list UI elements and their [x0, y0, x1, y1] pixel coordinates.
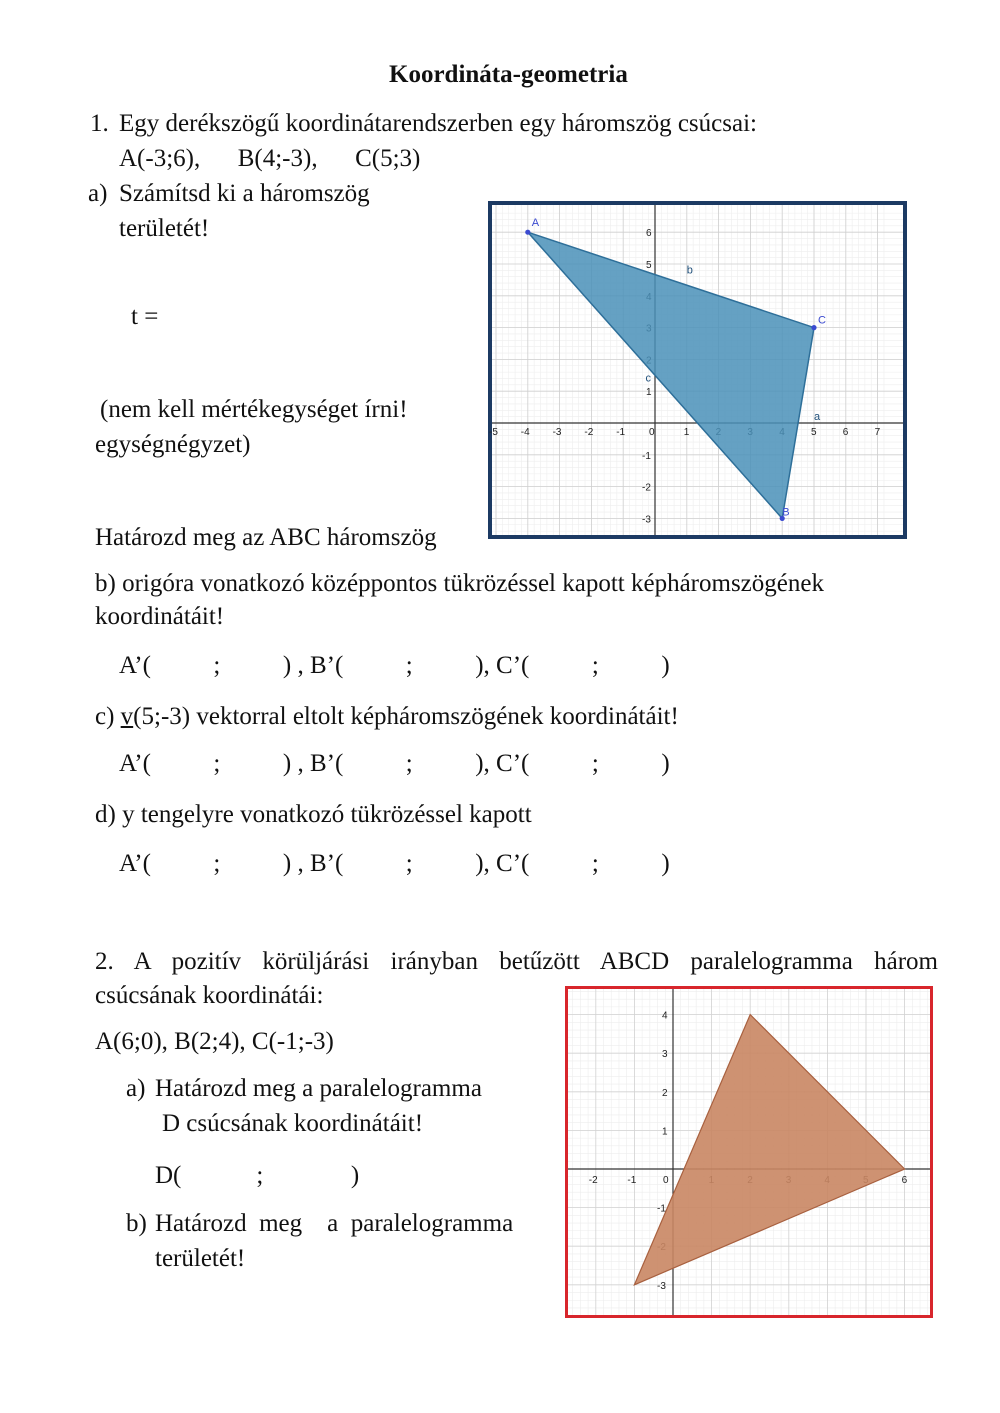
side-label-b: b [686, 264, 693, 277]
parallelogram-graph-svg [568, 989, 930, 1315]
determine-text: Határozd meg az ABC háromszög [95, 524, 437, 551]
y-tick-label: -3 [642, 514, 651, 526]
x-tick-label: -1 [627, 1175, 637, 1186]
x-tick-label: -3 [552, 427, 562, 438]
task1-a-line1: Számítsd ki a háromszög [119, 180, 370, 207]
task1-a-line2: területét! [119, 215, 210, 242]
y-tick-label: 1 [646, 387, 652, 399]
triangle-graph [488, 201, 907, 539]
origin-label: 0 [663, 1175, 669, 1186]
y-tick-label: 1 [662, 1126, 668, 1138]
triangle-abc-vertices [634, 1015, 904, 1285]
task2-b-line1: Határozd meg a paralelogramma [155, 1210, 514, 1237]
task2-line2: csúcsának koordinátái: [95, 982, 324, 1009]
vertex-label-c: C [818, 314, 826, 327]
x-tick-label: 1 [683, 427, 690, 438]
task1-c-rest: (5;-3) vektorral eltolt képháromszögének koordinátáit! [133, 703, 679, 730]
x-tick-label: 6 [901, 1175, 908, 1186]
task2-a-label: a) [126, 1075, 146, 1102]
task1-c-text [95, 700, 679, 734]
task2-line1: 2. A pozitív körüljárási irányban betűzött ABCD paralelogramma három [95, 948, 938, 975]
x-tick-label: -4 [520, 427, 530, 438]
task2-b-label: b) [126, 1210, 147, 1237]
vertex-label-b: B [782, 506, 790, 519]
vector-v: v [120, 703, 134, 730]
task1-b-line2: koordinátáit! [95, 603, 225, 630]
task1-b-line1: b) origóra vonatkozó középpontos tükrözéssel kapott képháromszögének [95, 570, 824, 597]
task1-d-text: d) y tengelyre vonatkozó tükrözéssel kapott [95, 801, 532, 828]
task1-vertices: A(-3;6), B(4;-3), C(5;3) [119, 145, 421, 172]
triangle-graph-svg [489, 205, 903, 535]
y-tick-label: 4 [662, 1010, 668, 1022]
answer-line-b: A’( ; ) , B’( ; ), C’( ; ) [119, 652, 670, 679]
x-tick-label: -5 [489, 427, 498, 438]
area-answer-label: t = [131, 303, 159, 330]
page-title: Koordináta-geometria [389, 61, 628, 88]
x-tick-label: 0 [649, 427, 655, 438]
task2-vertices: A(6;0), B(2;4), C(-1;-3) [95, 1028, 334, 1055]
task1-intro: Egy derékszögű koordinátarendszerben egy háromszög csúcsai: [119, 110, 757, 137]
unit-note-line2: egységnégyzet) [95, 431, 251, 458]
answer-line-d: A’( ; ) , B’( ; ), C’( ; ) [119, 850, 670, 877]
task1-a-label: a) [88, 180, 108, 207]
side-label-a: a [814, 410, 821, 423]
task1-number: 1. [90, 110, 109, 137]
unit-note-line1: (nem kell mértékegységet írni! [100, 396, 408, 423]
x-tick-label: 5 [811, 427, 817, 438]
vertex-point-c [811, 325, 816, 330]
task2-a-line1: Határozd meg a paralelogramma [155, 1075, 482, 1102]
y-tick-label: 5 [646, 260, 652, 271]
vertex-label-a: A [531, 217, 540, 230]
task2-a-line2: D csúcsának koordinátáit! [162, 1110, 424, 1137]
y-tick-label: -1 [642, 450, 651, 462]
x-tick-label: 7 [874, 427, 881, 438]
y-tick-label: -3 [657, 1280, 666, 1292]
d-answer-line: D( ; ) [155, 1162, 360, 1189]
y-tick-label: 3 [662, 1049, 668, 1061]
triangle-abc [528, 232, 814, 518]
task2-b-line2: területét! [155, 1245, 246, 1272]
y-tick-label: 2 [662, 1087, 668, 1099]
side-label-c: c [645, 372, 651, 385]
y-tick-label: -1 [657, 1203, 666, 1215]
answer-line-c: A’( ; ) , B’( ; ), C’( ; ) [119, 750, 670, 777]
y-tick-label: -2 [642, 482, 651, 494]
parallelogram-graph [565, 986, 933, 1318]
x-tick-label: 6 [842, 427, 849, 438]
x-tick-label: -2 [584, 427, 594, 438]
task1-c-prefix: c) [95, 703, 121, 730]
x-tick-label: -2 [588, 1175, 598, 1186]
vertex-point-a [525, 230, 530, 235]
x-tick-label: -1 [616, 427, 626, 438]
y-tick-label: 6 [646, 228, 652, 240]
